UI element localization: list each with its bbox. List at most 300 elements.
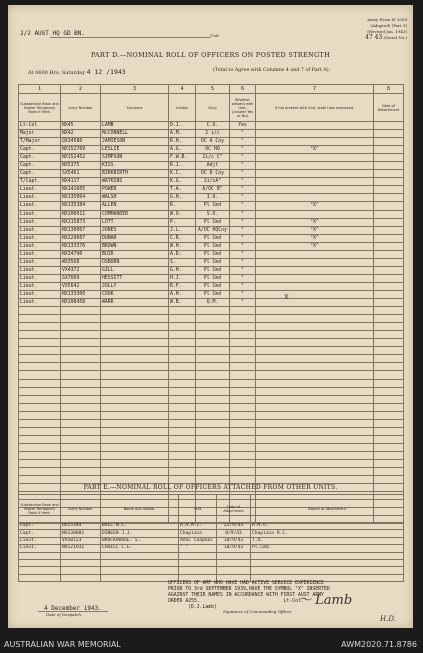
table-cell: BUIR [101, 250, 169, 258]
table-cell: Capt. [19, 523, 61, 530]
table-cell [374, 186, 404, 194]
empty-cell [19, 403, 61, 411]
empty-cell [61, 574, 101, 581]
table-cell: C.R. [169, 234, 196, 242]
table-cell: D.J. [169, 122, 196, 130]
empty-cell [61, 315, 101, 323]
table-cell: WALSH [101, 194, 169, 202]
empty-cell [179, 567, 217, 574]
column-header: Date of Detachment [374, 94, 404, 122]
empty-cell [61, 395, 101, 403]
empty-cell [61, 363, 101, 371]
empty-cell [230, 403, 256, 411]
part-e-table [18, 494, 404, 582]
table-cell: " [230, 154, 256, 162]
table-cell: Adjt [196, 162, 230, 170]
form-line-3: (Revised Jan. 1943) [367, 29, 407, 34]
empty-cell [256, 363, 374, 371]
empty-cell [61, 443, 101, 451]
table-cell: Pl Cmd [196, 282, 230, 290]
table-cell: " [230, 266, 256, 274]
table-cell [374, 218, 404, 226]
table-cell [374, 122, 404, 130]
table-cell [256, 122, 374, 130]
table-cell: JOLLY [101, 282, 169, 290]
table-cell: " [230, 138, 256, 146]
empty-cell [169, 468, 196, 476]
table-cell: J.L. [169, 226, 196, 234]
table-cell [256, 194, 374, 202]
table-cell: W.B. [169, 299, 196, 307]
empty-cell [169, 459, 196, 467]
empty-cell [169, 476, 196, 484]
empty-cell [196, 355, 230, 363]
column-number: 8 [374, 85, 404, 94]
table-cell: "X" [256, 226, 374, 234]
empty-cell [196, 395, 230, 403]
empty-cell [61, 355, 101, 363]
table-cell: G.H. [169, 194, 196, 202]
column-number: 6 [230, 85, 256, 94]
table-cell [256, 250, 374, 258]
empty-cell [19, 363, 61, 371]
table-cell: NX4117 [61, 178, 101, 186]
empty-cell [196, 411, 230, 419]
empty-cell [19, 476, 61, 484]
table-cell [374, 274, 404, 282]
empty-cell [230, 331, 256, 339]
table-cell: NX129607 [61, 234, 101, 242]
at-time-date: 4 12 /1943 [86, 68, 126, 76]
empty-cell [101, 552, 179, 559]
table-cell: " [230, 170, 256, 178]
empty-cell [256, 307, 374, 315]
empty-cell [251, 559, 404, 566]
table-cell: GILL [101, 266, 169, 274]
empty-cell [230, 387, 256, 395]
empty-cell [169, 387, 196, 395]
empty-cell [169, 315, 196, 323]
table-cell: " [230, 210, 256, 218]
empty-cell [101, 574, 179, 581]
empty-cell [101, 339, 169, 347]
empty-cell [101, 427, 169, 435]
table-row [19, 537, 404, 544]
table-cell: T/Major [19, 138, 61, 146]
table-cell: A.A.M.C. [179, 523, 217, 530]
table-cell: NX34790 [61, 250, 101, 258]
table-cell: NX5375 [61, 162, 101, 170]
empty-cell [256, 331, 374, 339]
table-cell: QX34586 [61, 138, 101, 146]
empty-cell [101, 315, 169, 323]
table-cell [256, 162, 374, 170]
table-cell: Capt. [19, 170, 61, 178]
column-header-row [19, 495, 404, 523]
empty-row [19, 355, 404, 363]
column-header: Unit [179, 495, 217, 523]
empty-cell [230, 371, 256, 379]
empty-cell [19, 419, 61, 427]
table-cell: JAMIESON [101, 138, 169, 146]
empty-cell [19, 307, 61, 315]
table-cell: Pl Cmd [196, 242, 230, 250]
table-row [19, 130, 404, 138]
table-cell: Lieut. [19, 545, 61, 552]
table-cell: "X" [256, 242, 374, 250]
table-cell [374, 258, 404, 266]
table-cell: " [230, 234, 256, 242]
empty-row [19, 559, 404, 566]
table-cell: BROWN [101, 242, 169, 250]
column-header: If not present with Unit, state how employed. [256, 94, 374, 122]
table-cell [374, 170, 404, 178]
table-cell [256, 210, 374, 218]
empty-cell [101, 371, 169, 379]
empty-cell [19, 395, 61, 403]
empty-cell [61, 427, 101, 435]
empty-cell [101, 387, 169, 395]
table-cell: "X" [256, 202, 374, 210]
empty-row [19, 443, 404, 451]
empty-cell [230, 339, 256, 347]
column-number: 3 [101, 85, 169, 94]
empty-cell [217, 567, 251, 574]
empty-cell [256, 371, 374, 379]
empty-cell [101, 331, 169, 339]
empty-cell [374, 363, 404, 371]
empty-cell [196, 476, 230, 484]
table-cell: 8/9/43 [217, 530, 251, 537]
table-cell: I.O. [196, 194, 230, 202]
table-cell: NX100011 [61, 210, 101, 218]
column-number-row [19, 85, 404, 94]
empty-cell [101, 363, 169, 371]
empty-row [19, 403, 404, 411]
part-d-title: PART D.—NOMINAL ROLL OF OFFICERS ON POSTED STRENGTH [90, 51, 331, 59]
empty-cell [374, 323, 404, 331]
table-cell: C.O. [196, 122, 230, 130]
table-cell: Lieut. [19, 242, 61, 250]
empty-cell [256, 403, 374, 411]
empty-cell [230, 307, 256, 315]
table-cell: Capt. [19, 146, 61, 154]
table-cell [256, 299, 374, 307]
table-cell: OC HQ [196, 146, 230, 154]
table-cell: T.O. [251, 537, 404, 544]
empty-cell [256, 459, 374, 467]
empty-cell [19, 443, 61, 451]
table-cell [256, 266, 374, 274]
table-row [19, 138, 404, 146]
empty-cell [196, 339, 230, 347]
empty-cell [251, 552, 404, 559]
table-cell: T.A. [169, 186, 196, 194]
empty-cell [196, 379, 230, 387]
table-cell [256, 274, 374, 282]
column-header: Initials [169, 94, 196, 122]
empty-cell [61, 567, 101, 574]
table-cell: LAMB [101, 122, 169, 130]
table-cell: Yes [230, 122, 256, 130]
column-header: Name and Initials. [101, 495, 179, 523]
table-cell [256, 282, 374, 290]
table-cell: OC A Coy [196, 138, 230, 146]
empty-cell [101, 435, 169, 443]
empty-cell [61, 411, 101, 419]
table-cell: KISS [101, 162, 169, 170]
table-cell: COOK [101, 290, 169, 298]
empty-cell [256, 379, 374, 387]
table-row [19, 122, 404, 130]
table-cell: 22/9/43 [217, 523, 251, 530]
table-cell: S. [169, 258, 196, 266]
column-header: Substantive Rank and Higher Temporary Rank if Held. [19, 495, 61, 523]
column-header-row [19, 94, 404, 122]
table-cell: NX121931 [61, 545, 101, 552]
empty-cell [19, 567, 61, 574]
empty-cell [256, 323, 374, 331]
table-cell: R.M.O. [251, 523, 404, 530]
table-cell [374, 202, 404, 210]
table-row [19, 178, 404, 186]
table-row [19, 226, 404, 234]
table-row [19, 210, 404, 218]
empty-cell [19, 331, 61, 339]
table-cell: VX50123 [61, 537, 101, 544]
empty-cell [19, 371, 61, 379]
table-cell: W.O. [169, 210, 196, 218]
empty-cell [251, 567, 404, 574]
empty-cell [256, 435, 374, 443]
part-d-table [18, 84, 404, 524]
empty-cell [256, 427, 374, 435]
table-cell [374, 290, 404, 298]
table-row [19, 545, 404, 552]
table-cell: W.H. [169, 242, 196, 250]
table-cell: Pl Cmd [196, 290, 230, 298]
table-cell: AASC Conpool [179, 537, 217, 544]
column-header: Date of Attachment [217, 495, 251, 523]
table-cell: H.J. [169, 274, 196, 282]
army-form-block [365, 17, 407, 41]
empty-cell [169, 331, 196, 339]
column-header: Army Number [61, 495, 101, 523]
table-row [19, 258, 404, 266]
empty-cell [169, 307, 196, 315]
empty-cell [374, 419, 404, 427]
part-e-title: PART E.—NOMINAL ROLL OF OFFICERS ATTACHED FROM OTHER UNITS. [83, 484, 338, 491]
empty-cell [169, 379, 196, 387]
empty-cell [256, 339, 374, 347]
column-header: Nature of Attachment [251, 495, 404, 523]
table-row [19, 523, 404, 530]
empty-cell [179, 552, 217, 559]
table-cell: Pl Cmd [196, 202, 230, 210]
table-row [19, 194, 404, 202]
table-cell: DUNAR [101, 234, 169, 242]
table-row [19, 202, 404, 210]
empty-cell [169, 339, 196, 347]
empty-cell [19, 379, 61, 387]
empty-cell [196, 403, 230, 411]
table-cell: R. [169, 202, 196, 210]
initials: H.D. [380, 615, 396, 623]
table-cell [374, 154, 404, 162]
empty-cell [61, 451, 101, 459]
empty-row [19, 411, 404, 419]
column-number: 2 [61, 85, 101, 94]
table-cell: 2i/c C" [196, 154, 230, 162]
table-cell: NX152452 [61, 154, 101, 162]
empty-cell [19, 323, 61, 331]
table-cell: R.F. [169, 282, 196, 290]
empty-cell [61, 331, 101, 339]
empty-cell [230, 347, 256, 355]
table-cell: S.O. [196, 210, 230, 218]
table-row [19, 154, 404, 162]
empty-cell [374, 435, 404, 443]
empty-cell [374, 371, 404, 379]
table-cell: R.H. [169, 138, 196, 146]
empty-cell [101, 355, 169, 363]
column-header: Army Number [61, 94, 101, 122]
table-cell: 2i/cA" [196, 178, 230, 186]
empty-cell [196, 419, 230, 427]
empty-cell [374, 395, 404, 403]
table-cell [374, 138, 404, 146]
column-header: Substantive Rank and Higher Temporary Rank if Held. [19, 94, 61, 122]
serial-label: (Serial No.) [383, 35, 407, 40]
column-number: 5 [196, 85, 230, 94]
empty-cell [374, 427, 404, 435]
table-cell: NX152769 [61, 146, 101, 154]
empty-cell [374, 379, 404, 387]
table-row [19, 530, 404, 537]
empty-row [19, 435, 404, 443]
empty-cell [169, 347, 196, 355]
table-cell: 18/9/43 [217, 545, 251, 552]
table-cell [256, 138, 374, 146]
table-row [19, 218, 404, 226]
empty-cell [196, 435, 230, 443]
empty-cell [374, 476, 404, 484]
table-cell: NX135064 [61, 194, 101, 202]
table-cell: BIRKBIRTH [101, 170, 169, 178]
empty-row [19, 379, 404, 387]
table-cell: NX133376 [61, 242, 101, 250]
empty-cell [374, 387, 404, 395]
empty-cell [169, 371, 196, 379]
table-cell: NX108458 [61, 299, 101, 307]
table-cell: " [230, 258, 256, 266]
empty-cell [19, 552, 61, 559]
table-cell: T/Capt. [19, 178, 61, 186]
empty-cell [374, 468, 404, 476]
empty-cell [196, 468, 230, 476]
table-row [19, 186, 404, 194]
table-cell [374, 299, 404, 307]
table-cell: "X" [256, 146, 374, 154]
empty-cell [19, 347, 61, 355]
table-cell: VX4372 [61, 266, 101, 274]
unit-value: 2/2 AUST HQ GD BN. [20, 30, 86, 37]
table-cell: COMMANDER [101, 210, 169, 218]
table-cell: Capt. [19, 162, 61, 170]
empty-cell [230, 419, 256, 427]
empty-cell [230, 427, 256, 435]
empty-cell [196, 371, 230, 379]
empty-cell [196, 459, 230, 467]
column-header: Duty [196, 94, 230, 122]
empty-cell [256, 443, 374, 451]
table-cell: 18/9/43 [217, 537, 251, 544]
table-cell: " [230, 274, 256, 282]
table-cell: A/OC HQCoy [196, 226, 230, 234]
table-cell: ALLEN [101, 202, 169, 210]
empty-cell [19, 315, 61, 323]
table-row [19, 274, 404, 282]
table-cell [374, 194, 404, 202]
empty-cell [230, 323, 256, 331]
table-cell: A.G. [169, 146, 196, 154]
empty-cell [61, 476, 101, 484]
table-cell: " [230, 130, 256, 138]
empty-cell [19, 355, 61, 363]
empty-cell [61, 403, 101, 411]
column-header: Surname [101, 94, 169, 122]
empty-cell [61, 552, 101, 559]
table-cell: NX130067 [61, 226, 101, 234]
empty-cell [230, 355, 256, 363]
empty-cell [196, 323, 230, 331]
table-row [19, 299, 404, 307]
empty-cell [256, 355, 374, 363]
empty-row [19, 476, 404, 484]
footer-accession: AWM2020.71.8786 [341, 640, 417, 649]
table-cell: Lieut. [19, 202, 61, 210]
empty-cell [196, 331, 230, 339]
empty-cell [61, 387, 101, 395]
empty-cell [169, 403, 196, 411]
table-cell: Lieut. [19, 226, 61, 234]
table-cell: Capt. [19, 154, 61, 162]
table-cell [374, 266, 404, 274]
empty-cell [256, 387, 374, 395]
column-number: 1 [19, 85, 61, 94]
table-cell: POWER [101, 186, 169, 194]
empty-row [19, 307, 404, 315]
table-cell: Lieut. [19, 274, 61, 282]
empty-row [19, 567, 404, 574]
empty-row [19, 347, 404, 355]
empty-cell [230, 435, 256, 443]
table-cell: Capt. [19, 530, 61, 537]
empty-row [19, 419, 404, 427]
empty-cell [61, 323, 101, 331]
empty-cell [61, 339, 101, 347]
table-cell: " [230, 178, 256, 186]
total-note: (Total to Agree with Columns 4 and 7 of Part A). [213, 68, 331, 73]
table-cell: Lieut. [19, 537, 61, 544]
table-cell: " [230, 290, 256, 298]
table-cell [374, 226, 404, 234]
form-line-2: (Adapted) (Part 3) [370, 23, 407, 28]
empty-cell [196, 387, 230, 395]
table-row [19, 290, 404, 298]
empty-cell [230, 411, 256, 419]
table-cell: " [230, 146, 256, 154]
